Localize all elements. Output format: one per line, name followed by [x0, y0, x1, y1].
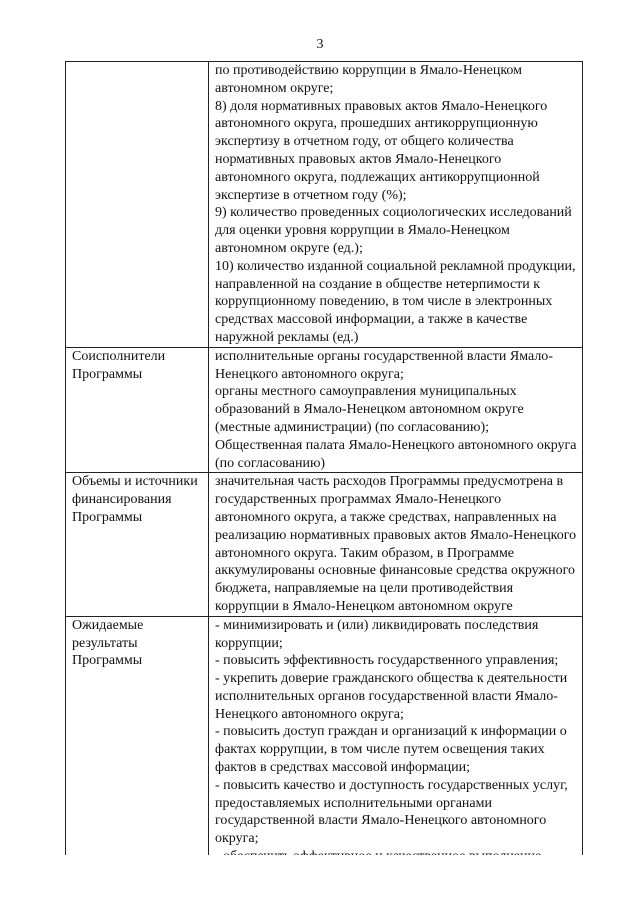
co-executor-text: органы местного самоуправления муниципальных образований в Ямало-Ненецком автономном округе (местные администрации) (по согласованию); [215, 384, 524, 435]
co-executor-text: Общественная палата Ямало-Ненецкого автономного округа (по согласованию) [215, 437, 577, 471]
row-label-financing: Объемы и источники финансирования Программы [66, 473, 209, 616]
result-item: - минимизировать и (или) ликвидировать последствия коррупции; [215, 617, 539, 651]
co-executor-text: исполнительные органы государственной власти Ямало-Ненецкого автономного округа; [215, 348, 553, 382]
indicator-text: 9) количество проведенных социологических исследований для оценки уровня коррупции в Ямало-Ненецком автономном округе (ед.); [215, 205, 572, 256]
row-content-co-executors [209, 347, 583, 473]
program-passport-table [65, 61, 583, 868]
row-content-target-indicators [209, 62, 583, 348]
result-item: - повысить доступ граждан и организаций к информации о фактах коррупции, в том числе путем освещения таких фактов в средствах массовой информации; [215, 724, 567, 776]
result-item: - укрепить доверие гражданского общества к деятельности исполнительных органов государственной власти Ямало-Ненецкого автономного округа; [215, 671, 568, 722]
table-row-co-executors [66, 347, 583, 473]
table-row-financing [66, 473, 583, 616]
result-item: - повысить эффективность государственного управления; [215, 653, 559, 669]
indicator-text: 10) количество изданной социальной рекламной продукции, направленной на создание в обществе нетерпимости к коррупционному поведению, в том числе в электронных средствах массовой информации, а также в качестве наружной рекламы (ед.) [215, 258, 576, 345]
table-row-expected-results [66, 616, 583, 867]
row-content-financing [209, 473, 583, 616]
row-label-co-executors: Соисполнители Программы [66, 347, 209, 473]
indicator-text: по противодействию коррупции в Ямало-Ненецком автономном округе; [215, 63, 523, 96]
row-content-expected-results [209, 616, 583, 867]
row-label-expected-results: Ожидаемые результаты Программы [66, 616, 209, 867]
indicator-text: 8) доля нормативных правовых актов Ямало-Ненецкого автономного округа, прошедших антикоррупционную экспертизу в отчетном году, от общего количества нормативных правовых актов Ямало-Ненецкого автономного округа, подлежащих антикоррупционной экспертизе в отчетном году (%); [215, 98, 548, 203]
row-label-empty [66, 62, 209, 348]
table-row-target-indicators [66, 62, 583, 348]
page-bottom-margin [0, 855, 640, 905]
page-number: 3 [316, 37, 324, 52]
financing-text: значительная часть расходов Программы предусмотрена в государственных программах Ямало-Ненецкого автономного округа, а также средствах, направленных на реализацию нормативных правовых актов Ямало-Ненецкого автономного округа. Таким образом, в Программе аккумулированы основные финансовые средства окружного бюджета, направляемые на цели противодействия коррупции в Ямало-Ненецком автономном округе [215, 474, 577, 614]
result-item: - повысить качество и доступность государственных услуг, предоставляемых исполнительными органами государственной власти Ямало-Ненецкого автономного округа; [215, 777, 568, 847]
